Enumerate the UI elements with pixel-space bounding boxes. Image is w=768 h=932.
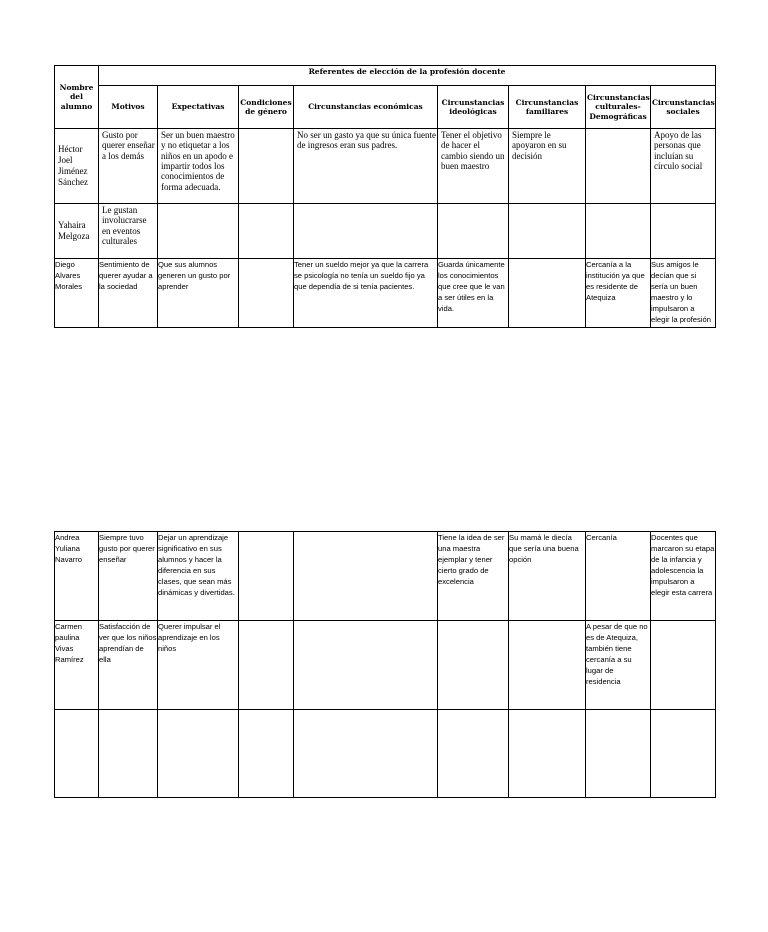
header-expectativas: Expectativas (158, 86, 239, 129)
header-sociales: Circunstancias sociales (651, 86, 716, 129)
table-row (55, 532, 716, 621)
cell-ideologicas (438, 204, 509, 259)
referentes-table-page2 (54, 531, 716, 798)
cell-ideologicas (438, 621, 509, 710)
cell-sociales: Apoyo de las personas que incluían su círculo social (651, 129, 716, 204)
cell-economicas (294, 710, 438, 798)
cell-motivos: Satisfacción de ver que los niños aprendían de ella (99, 621, 158, 710)
header-ideologicas: Circunstancias ideológicas (438, 86, 509, 129)
cell-ideologicas: Tener el objetivo de hacer el cambio siendo un buen maestro (438, 129, 509, 204)
cell-expectativas (158, 204, 239, 259)
referentes-table-page1 (54, 65, 716, 328)
header-referentes: Referentes de elección de la profesión docente (99, 66, 716, 86)
cell-familiares (509, 710, 586, 798)
cell-genero (239, 532, 294, 621)
cell-genero (239, 710, 294, 798)
table-row (55, 204, 716, 259)
cell-ideologicas (438, 710, 509, 798)
cell-economicas: No ser un gasto ya que su única fuente de ingresos eran sus padres. (294, 129, 438, 204)
cell-motivos: Gusto por querer enseñar a los demás (99, 129, 158, 204)
student-name: Diego Alvares Morales (55, 259, 99, 328)
cell-expectativas: Ser un buen maestro y no etiquetar a los niños en un apodo e impartir todos los conocimientos de forma adecuada. (158, 129, 239, 204)
cell-economicas (294, 204, 438, 259)
header-condiciones-genero: Condiciones de género (239, 86, 294, 129)
header-culturales: Circunstancias culturales-Demográficas (586, 86, 651, 129)
cell-ideologicas: Tiene la idea de ser una maestra ejemplar y tener cierto grado de excelencia (438, 532, 509, 621)
cell-economicas (294, 621, 438, 710)
cell-familiares (509, 204, 586, 259)
cell-motivos: Sentimiento de querer ayudar a la sociedad (99, 259, 158, 328)
student-name: Yahaira Melgoza (55, 204, 99, 259)
cell-expectativas: Querer impulsar el aprendizaje en los niños (158, 621, 239, 710)
cell-motivos: Le gustan involucrarse en eventos culturales (99, 204, 158, 259)
cell-culturales: A pesar de que no es de Atequiza, también tiene cercanía a su lugar de residencia (586, 621, 651, 710)
cell-culturales (586, 710, 651, 798)
student-name (55, 710, 99, 798)
table-row (55, 710, 716, 798)
cell-motivos: Siempre tuvo gusto por querer enseñar (99, 532, 158, 621)
cell-sociales (651, 710, 716, 798)
cell-genero (239, 621, 294, 710)
cell-familiares (509, 259, 586, 328)
header-familiares: Circunstancias familiares (509, 86, 586, 129)
cell-genero (239, 129, 294, 204)
header-motivos: Motivos (99, 86, 158, 129)
table-row (55, 129, 716, 204)
table-row (55, 621, 716, 710)
student-name: Andrea Yuliana Navarro (55, 532, 99, 621)
cell-expectativas (158, 710, 239, 798)
cell-culturales: Cercanía a la institución ya que es residente de Atequiza (586, 259, 651, 328)
cell-familiares (509, 621, 586, 710)
cell-familiares: Siempre le apoyaron en su decisión (509, 129, 586, 204)
cell-sociales (651, 621, 716, 710)
header-nombre-alumno: Nombre del alumno (55, 66, 99, 129)
table-row (55, 259, 716, 328)
cell-culturales: Cercanía (586, 532, 651, 621)
cell-ideologicas: Guarda únicamente los conocimientos que cree que le van a ser útiles en la vida. (438, 259, 509, 328)
student-name: Héctor Joel Jiménez Sánchez (55, 129, 99, 204)
cell-genero (239, 204, 294, 259)
header-economicas: Circunstancias económicas (294, 86, 438, 129)
cell-sociales (651, 204, 716, 259)
cell-motivos (99, 710, 158, 798)
cell-culturales (586, 129, 651, 204)
cell-genero (239, 259, 294, 328)
cell-expectativas: Que sus alumnos generen un gusto por aprender (158, 259, 239, 328)
cell-economicas: Tener un sueldo mejor ya que la carrera se psicología no tenía un sueldo fijo ya que dependía de si tenía pacientes. (294, 259, 438, 328)
cell-economicas (294, 532, 438, 621)
student-name: Carmen paulina Vivas Ramírez (55, 621, 99, 710)
cell-sociales: Docentes que marcaron su etapa de la infancia y adolescencia la impulsaron a elegir esta carrera (651, 532, 716, 621)
cell-sociales: Sus amigos le decían que si sería un buen maestro y lo impulsaron a elegir la profesión (651, 259, 716, 328)
cell-expectativas: Dejar un aprendizaje significativo en sus alumnos y hacer la diferencia en sus clases, que sean más dinámicas y divertidas. (158, 532, 239, 621)
cell-familiares: Su mamá le diecía que sería una buena opción (509, 532, 586, 621)
cell-culturales (586, 204, 651, 259)
